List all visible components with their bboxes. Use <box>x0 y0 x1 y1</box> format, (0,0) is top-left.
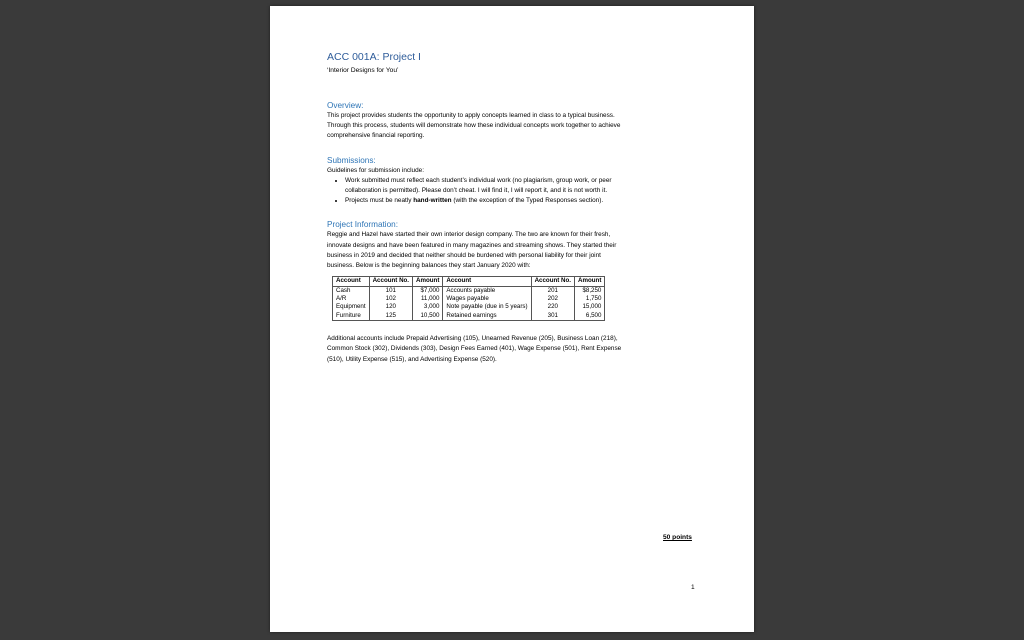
table-cell: Retained earnings <box>443 312 531 321</box>
bullet-line: Work submitted must reflect each student’s individual work (no plagiarism, group work, or peer <box>345 176 612 184</box>
table-row <box>333 286 605 295</box>
project-info-heading: Project Information: <box>327 220 398 230</box>
document-page <box>270 6 754 632</box>
project-info-line: Reggie and Hazel have started their own interior design company. The two are known for their fresh, <box>327 231 611 239</box>
table-cell: 201 <box>531 286 574 295</box>
table-cell: 220 <box>531 303 574 311</box>
column-header: Amount <box>575 277 605 286</box>
table-cell: 120 <box>369 303 412 311</box>
table-row <box>333 312 605 321</box>
page-content <box>327 50 697 365</box>
submissions-intro: Guidelines for submission include: <box>327 166 424 174</box>
table-cell: A/R <box>333 295 370 303</box>
table-cell: $8,250 <box>575 286 605 295</box>
project-info-text <box>327 230 697 271</box>
bullet-text: (with the exception of the Typed Responses section). <box>451 197 604 205</box>
table-cell: 10,500 <box>413 312 443 321</box>
list-item <box>345 176 697 196</box>
column-header: Account <box>443 277 531 286</box>
table-cell: 125 <box>369 312 412 321</box>
table-row <box>333 303 605 311</box>
project-info-section <box>327 219 697 364</box>
overview-section <box>327 100 697 142</box>
table-cell: Wages payable <box>443 295 531 303</box>
table-cell: 6,500 <box>575 312 605 321</box>
table-cell: Furniture <box>333 312 370 321</box>
overview-line: comprehensive financial reporting. <box>327 132 425 140</box>
document-title: ACC 001A: Project I <box>327 51 421 63</box>
document-subtitle: ‘Interior Designs for You’ <box>327 67 399 74</box>
project-info-line: innovate designs and have been featured in many magazines and streaming shows. They started their <box>327 241 617 249</box>
table-cell: 301 <box>531 312 574 321</box>
table-cell: Note payable (due in 5 years) <box>443 303 531 311</box>
project-info-line: business. Below is the beginning balances they start January 2020 with: <box>327 262 531 270</box>
page-number: 1 <box>691 584 695 591</box>
table-cell: Cash <box>333 286 370 295</box>
column-header: Amount <box>413 277 443 286</box>
table-cell: Accounts payable <box>443 286 531 295</box>
table-cell: 102 <box>369 295 412 303</box>
additional-line: Additional accounts include Prepaid Advertising (105), Unearned Revenue (205), Business Loan (218), <box>327 335 618 343</box>
overview-text <box>327 111 697 142</box>
table-cell: 3,000 <box>413 303 443 311</box>
table-row <box>333 295 605 303</box>
points-label: 50 points <box>663 534 692 541</box>
overview-line: This project provides students the opportunity to apply concepts learned in class to a typical business. <box>327 112 615 119</box>
table-cell: 11,000 <box>413 295 443 303</box>
submissions-heading: Submissions: <box>327 155 376 165</box>
bullet-line: collaboration is permitted). Please don’t cheat. I will find it, I will report it, and it is not worth it. <box>345 187 608 195</box>
table-cell: 15,000 <box>575 303 605 311</box>
table-cell: Equipment <box>333 303 370 311</box>
table-cell: 202 <box>531 295 574 303</box>
submissions-list <box>327 176 697 207</box>
table-cell: 1,750 <box>575 295 605 303</box>
list-item <box>345 196 697 206</box>
project-info-line: business in 2019 and decided that neither should be burdened with personal liability for their joint <box>327 251 601 259</box>
bullet-text: Projects must be neatly <box>345 197 414 205</box>
overview-heading: Overview: <box>327 101 364 110</box>
additional-accounts-text <box>327 334 697 365</box>
column-header: Account No. <box>369 277 412 286</box>
additional-line: Common Stock (302), Dividends (303), Design Fees Earned (401), Wage Expense (501), Rent Expense <box>327 345 622 353</box>
table-header-row <box>333 277 605 286</box>
beginning-balances-table <box>332 276 605 321</box>
column-header: Account <box>333 277 370 286</box>
column-header: Account No. <box>531 277 574 286</box>
submissions-section <box>327 155 697 207</box>
bullet-bold-text: hand-written <box>413 197 452 205</box>
additional-line: (510), Utility Expense (515), and Advertising Expense (520). <box>327 355 497 363</box>
table-cell: 101 <box>369 286 412 295</box>
overview-line: Through this process, students will demonstrate how these individual concepts work together to achieve <box>327 122 621 130</box>
table-cell: $7,000 <box>413 286 443 295</box>
